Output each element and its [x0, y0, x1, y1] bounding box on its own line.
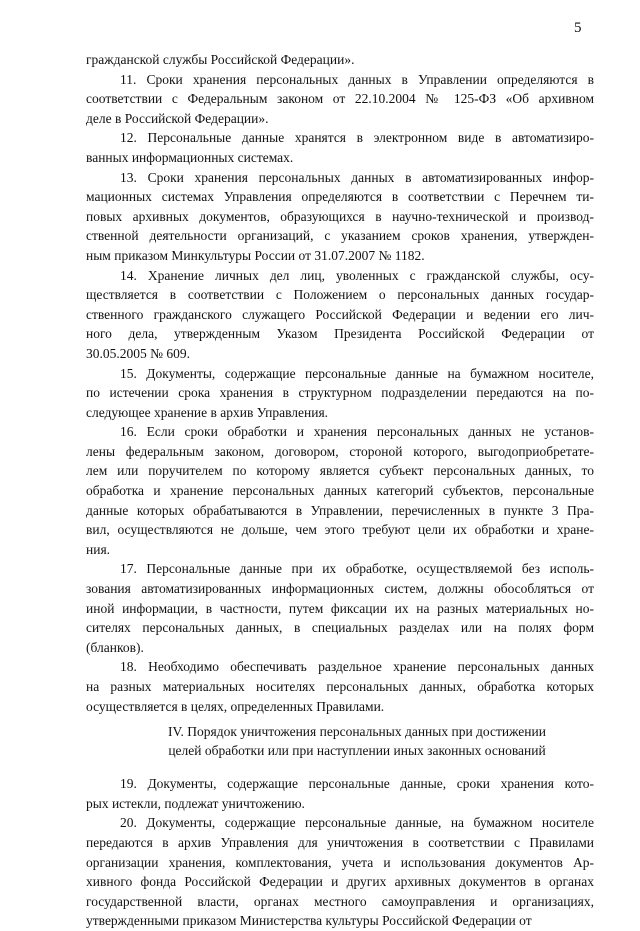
text-line: организации хранения, комплектования, учета и использования документов Ар-: [86, 854, 594, 870]
text-line: (бланков).: [86, 639, 144, 655]
paragraph-p19: [86, 774, 594, 813]
text-line: вил, осуществляются не дольше, чем этого требуют цели их обработки и хране-: [86, 522, 594, 538]
text-line: 13. Сроки хранения персональных данных в автоматизированных инфор-: [120, 169, 594, 185]
page-number: 5: [574, 20, 582, 36]
paragraph-p12: [86, 128, 594, 167]
text-line: хивного фонда Российской Федерации и других архивных документов в органах: [86, 874, 594, 890]
text-line: 20. Документы, содержащие персональные данные, на бумажном носителе: [120, 815, 594, 831]
paragraph-p16: [86, 422, 594, 559]
paragraph-p17: [86, 559, 594, 657]
text-line: ществляется в соответствии с Положением о персональных данных государ-: [86, 287, 594, 303]
text-line: зования автоматизированных информационных систем, должны обособляться от: [86, 581, 594, 597]
text-line: по истечении срока хранения в структурном подразделении передаются на по-: [86, 385, 594, 401]
section-heading: [86, 722, 594, 760]
text-line: ного дела, утвержденным Указом Президента Российской Федерации от: [86, 326, 594, 342]
text-line: лем или поручителем по которому является субъект персональных данных, то: [86, 463, 594, 479]
text-line: 19. Документы, содержащие персональные данные, сроки хранения кото-: [120, 776, 594, 792]
text-line: ственной деятельности организаций, с указанием сроков хранения, утвержден-: [86, 228, 594, 244]
text-line: 17. Персональные данные при их обработке, осуществляемой без исполь-: [120, 561, 594, 577]
text-line: данные которых обрабатываются в Управлении, перечисленных в пункте 3 Пра-: [86, 502, 594, 518]
paragraph-p13: [86, 168, 594, 266]
text-line: утвержденными приказом Министерства культуры Российской Федерации от: [86, 913, 532, 929]
text-line: передаются в архив Управления для уничтожения в соответствии с Правилами: [86, 834, 594, 850]
text-line: мационных системах Управления определяются в соответствии с Перечнем ти-: [86, 189, 594, 205]
text-line: 14. Хранение личных дел лиц, уволенных с гражданской службы, осу-: [120, 267, 594, 283]
text-line: ным приказом Минкультуры России от 31.07.2007 № 1182.: [86, 247, 425, 263]
paragraph-p11: [86, 70, 594, 129]
text-line: обработка и хранение персональных данных категорий субъектов, персональные: [86, 483, 594, 499]
text-line: иной информации, в частности, путем фиксации их на разных материальных но-: [86, 600, 594, 616]
paragraph-p-cont: [86, 50, 594, 70]
paragraphs-before-heading: [86, 50, 594, 716]
text-line: деле в Российской Федерации».: [86, 110, 269, 126]
text-line: следующее хранение в архив Управления.: [86, 404, 329, 420]
text-line: 15. Документы, содержащие персональные данные на бумажном носителе,: [120, 365, 594, 381]
text-line: на разных материальных носителях персональных данных, обработка которых: [86, 679, 594, 694]
text-line: повых архивных документов, образующихся в научно-технической и производ-: [86, 208, 594, 224]
text-line: осуществляется в целях, определенных Правилами.: [86, 698, 385, 714]
text-line: рых истекли, подлежат уничтожению.: [86, 795, 305, 811]
paragraph-p20: [86, 813, 594, 931]
text-line: 11. Сроки хранения персональных данных в Управлении определяются в: [120, 71, 594, 87]
text-line: 30.05.2005 № 609.: [86, 345, 191, 361]
text-line: государственной власти, органах местного самоуправления и организациях,: [86, 893, 594, 909]
paragraph-p14: [86, 266, 594, 364]
text-line: ния.: [86, 541, 111, 557]
paragraphs-after-heading: [86, 774, 594, 931]
text-line: ственного гражданского служащего Российской Федерации и ведении его лич-: [86, 306, 594, 322]
text-line: 18. Необходимо обеспечивать раздельное хранение персональных данных: [120, 659, 594, 675]
section-heading-line: целей обработки или при наступлении иных законных оснований: [168, 743, 546, 759]
section-heading-line: IV. Порядок уничтожения персональных данных при достижении: [168, 724, 546, 740]
text-line: ванных информационных системах.: [86, 149, 294, 165]
text-line: соответствии с Федеральным законом от 22.10.2004 № 125-ФЗ «Об архивном: [86, 91, 594, 107]
text-line: 12. Персональные данные хранятся в электронном виде в автоматизиро-: [120, 130, 594, 146]
text-line: 16. Если сроки обработки и хранения персональных данных не установ-: [120, 424, 594, 440]
text-line: сителях персональных данных, в специальных разделах или на полях форм: [86, 620, 594, 636]
text-line: гражданской службы Российской Федерации».: [86, 52, 355, 67]
paragraph-p15: [86, 364, 594, 423]
text-line: лены федеральным законом, договором, стороной которого, выгодоприобретате-: [86, 443, 594, 459]
document-body: [86, 50, 594, 931]
paragraph-p18: [86, 657, 594, 716]
